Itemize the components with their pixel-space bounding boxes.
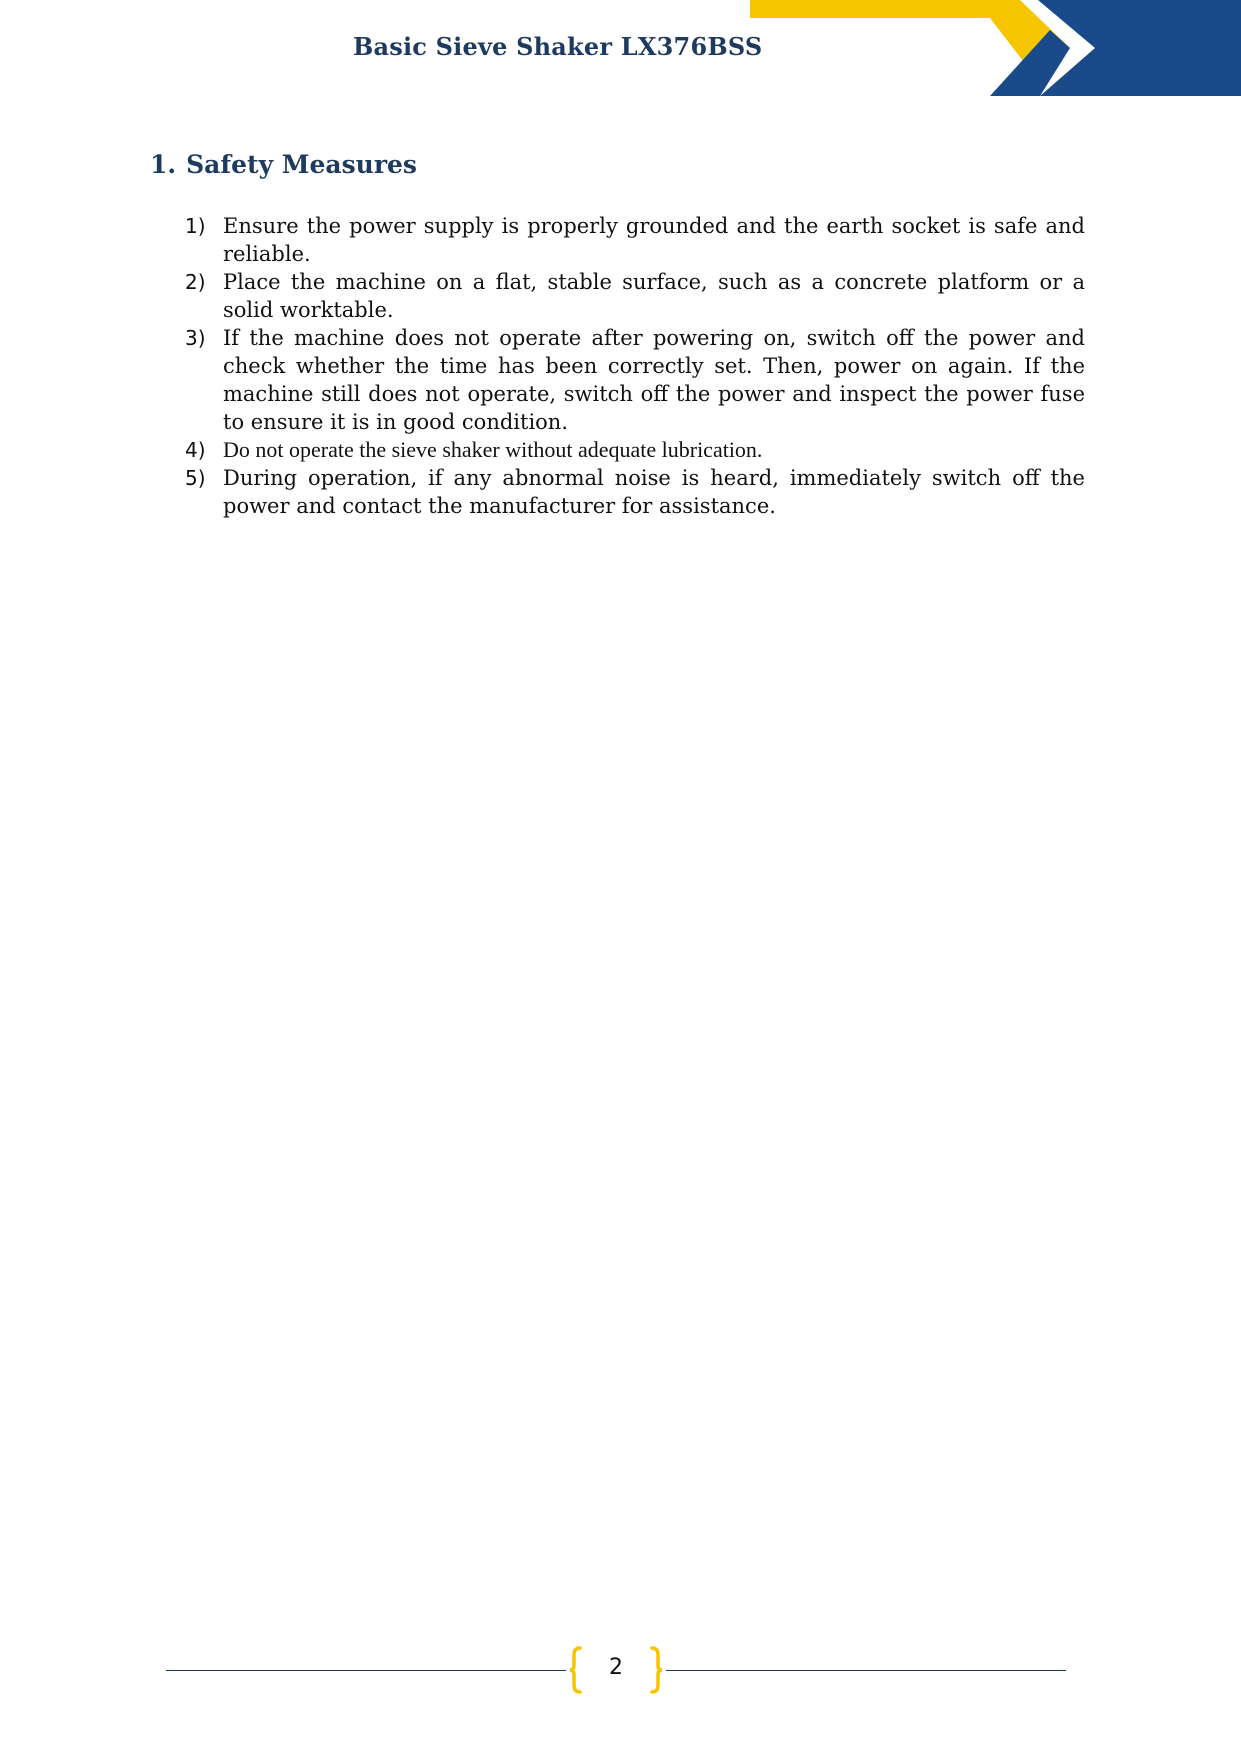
section-title: Safety Measures	[186, 150, 417, 179]
list-marker: 4)	[185, 438, 206, 462]
list-marker: 1)	[185, 214, 206, 238]
list-marker: 3)	[185, 326, 206, 350]
header-yellow-stripe	[750, 0, 1070, 70]
list-item-text: Place the machine on a flat, stable surface, such as a concrete platform or a solid worktable.	[223, 270, 1085, 322]
right-brace-icon	[648, 1645, 664, 1695]
list-item	[185, 268, 1085, 324]
section-number: 1.	[150, 150, 177, 179]
footer-rule-left	[166, 1670, 566, 1671]
list-item-text: Ensure the power supply is properly grounded and the earth socket is safe and reliable.	[223, 214, 1085, 266]
left-brace-icon	[568, 1645, 584, 1695]
document-header-title: Basic Sieve Shaker LX376BSS	[353, 32, 763, 61]
header-brand-graphic	[750, 0, 1241, 96]
section-heading	[150, 150, 417, 179]
page-number: 2	[609, 1655, 623, 1680]
list-item	[185, 464, 1085, 520]
list-marker: 2)	[185, 270, 206, 294]
page-footer	[166, 1645, 1066, 1695]
list-item-text: Do not operate the sieve shaker without adequate lubrication.	[223, 437, 763, 462]
list-item	[185, 324, 1085, 436]
safety-measures-list	[185, 212, 1085, 520]
list-marker: 5)	[185, 466, 206, 490]
list-item-text: If the machine does not operate after powering on, switch off the power and check whether the time has been correctly set. Then, power on again. If the machine still does not operate, switch off the power and inspect the power fuse to ensure it is in good condition.	[223, 326, 1085, 434]
footer-rule-right	[666, 1670, 1066, 1671]
list-item	[185, 212, 1085, 268]
list-item	[185, 436, 1085, 464]
list-item-text: During operation, if any abnormal noise is heard, immediately switch off the power and contact the manufacturer for assistance.	[223, 466, 1085, 518]
